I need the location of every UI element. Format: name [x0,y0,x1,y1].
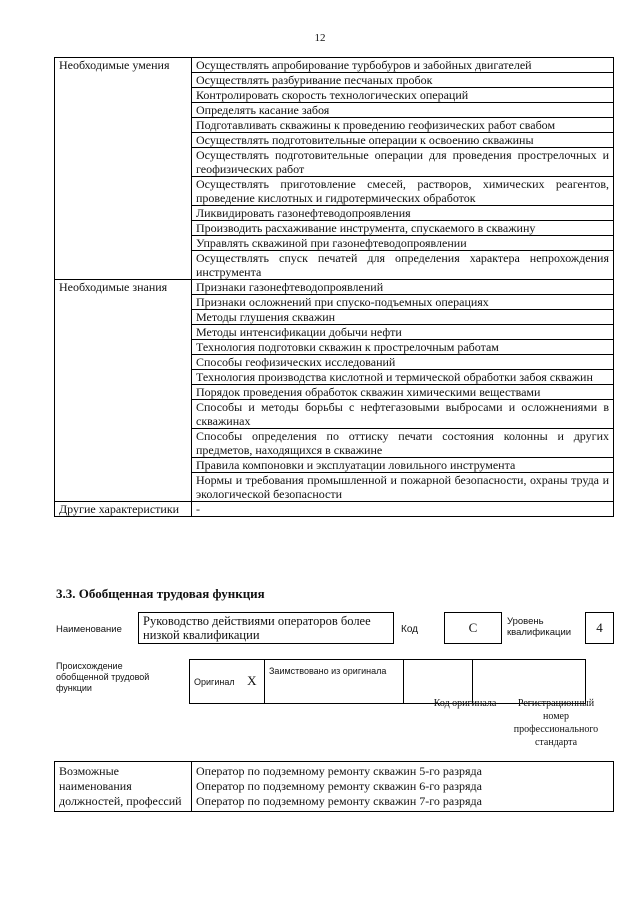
page-number: 12 [314,32,326,44]
skills-label: Необходимые умения [55,58,192,280]
knowledge-label: Необходимые знания [55,280,192,502]
original-label: Оригинал [194,677,235,687]
knowledge-item: Правила компоновки и эксплуатации ловильного инструмента [192,458,614,473]
borrowed-cell [265,660,404,704]
positions-label: Возможные наименования должностей, профессий [55,762,192,812]
knowledge-item: Признаки осложнений при спуско-подъемных операциях [192,295,614,310]
knowledge-row [55,280,614,295]
name-value: Руководство действиями операторов более низкой квалификации [143,614,371,642]
level-label: Уровень квалификации [507,616,572,638]
other-row [55,502,614,517]
skills-item: Управлять скважиной при газонефтеводопроявлении [192,236,614,251]
knowledge-item: Нормы и требования промышленной и пожарной безопасности, охраны труда и экологической безопасности [192,473,614,502]
knowledge-item: Методы глушения скважин [192,310,614,325]
knowledge-item: Способы и методы борьбы с нефтегазовыми выбросами и осложнениями в скважинах [192,400,614,429]
original-mark: X [247,673,257,688]
knowledge-item: Порядок проведения обработок скважин химическими веществами [192,385,614,400]
position-item: Оператор по подземному ремонту скважин 7-го разряда [196,794,482,808]
skills-row [55,58,614,73]
reg-number-label: Регистрационный номер профессионального стандарта [513,698,599,748]
knowledge-item: Признаки газонефтеводопроявлений [192,280,614,295]
skills-item: Производить расхаживание инструмента, спускаемого в скважину [192,221,614,236]
skills-item: Осуществлять разбуривание песчаных пробок [192,73,614,88]
code-original-label: Код оригинала [433,698,497,709]
other-value: - [192,502,614,517]
original-cell [190,660,265,704]
name-label: Наименование [56,624,122,635]
knowledge-item: Способы определения по оттиску печати состояния колонны и других предметов, находящихся в скважине [192,429,614,458]
skills-item: Осуществлять апробирование турбобуров и забойных двигателей [192,58,614,73]
code-value: C [468,620,478,635]
knowledge-item: Технология подготовки скважин к прострелочным работам [192,340,614,355]
code-label: Код [401,624,419,635]
knowledge-item: Способы геофизических исследований [192,355,614,370]
borrowed-label: Заимствовано из оригинала [269,666,387,676]
other-label: Другие характеристики [55,502,192,517]
skills-item: Осуществлять подготовительные операции для проведения прострелочных и геофизических работ [192,148,614,177]
skills-item: Контролировать скорость технологических операций [192,88,614,103]
origin-label: Происхождение обобщенной трудовой функции [56,661,150,693]
skills-item: Осуществлять приготовление смесей, растворов, химических реагентов, проведение кислотных и гидротермических обработок [192,177,614,206]
knowledge-item: Методы интенсификации добычи нефти [192,325,614,340]
position-item: Оператор по подземному ремонту скважин 6-го разряда [196,779,482,793]
skills-item: Подготавливать скважины к проведению геофизических работ свабом [192,118,614,133]
positions-table [54,761,614,812]
skills-item: Осуществлять подготовительные операции к освоению скважины [192,133,614,148]
level-value: 4 [596,620,603,635]
skills-item: Осуществлять спуск печатей для определения характера непрохождения инструмента [192,251,614,280]
knowledge-item: Технология производства кислотной и термической обработки забоя скважин [192,370,614,385]
skills-item: Определять касание забоя [192,103,614,118]
section-title: 3.3. Обобщенная трудовая функция [56,586,265,601]
skills-item: Ликвидировать газонефтеводопроявления [192,206,614,221]
position-item: Оператор по подземному ремонту скважин 5-го разряда [196,764,482,778]
requirements-table [54,57,614,517]
positions-list [192,762,614,812]
